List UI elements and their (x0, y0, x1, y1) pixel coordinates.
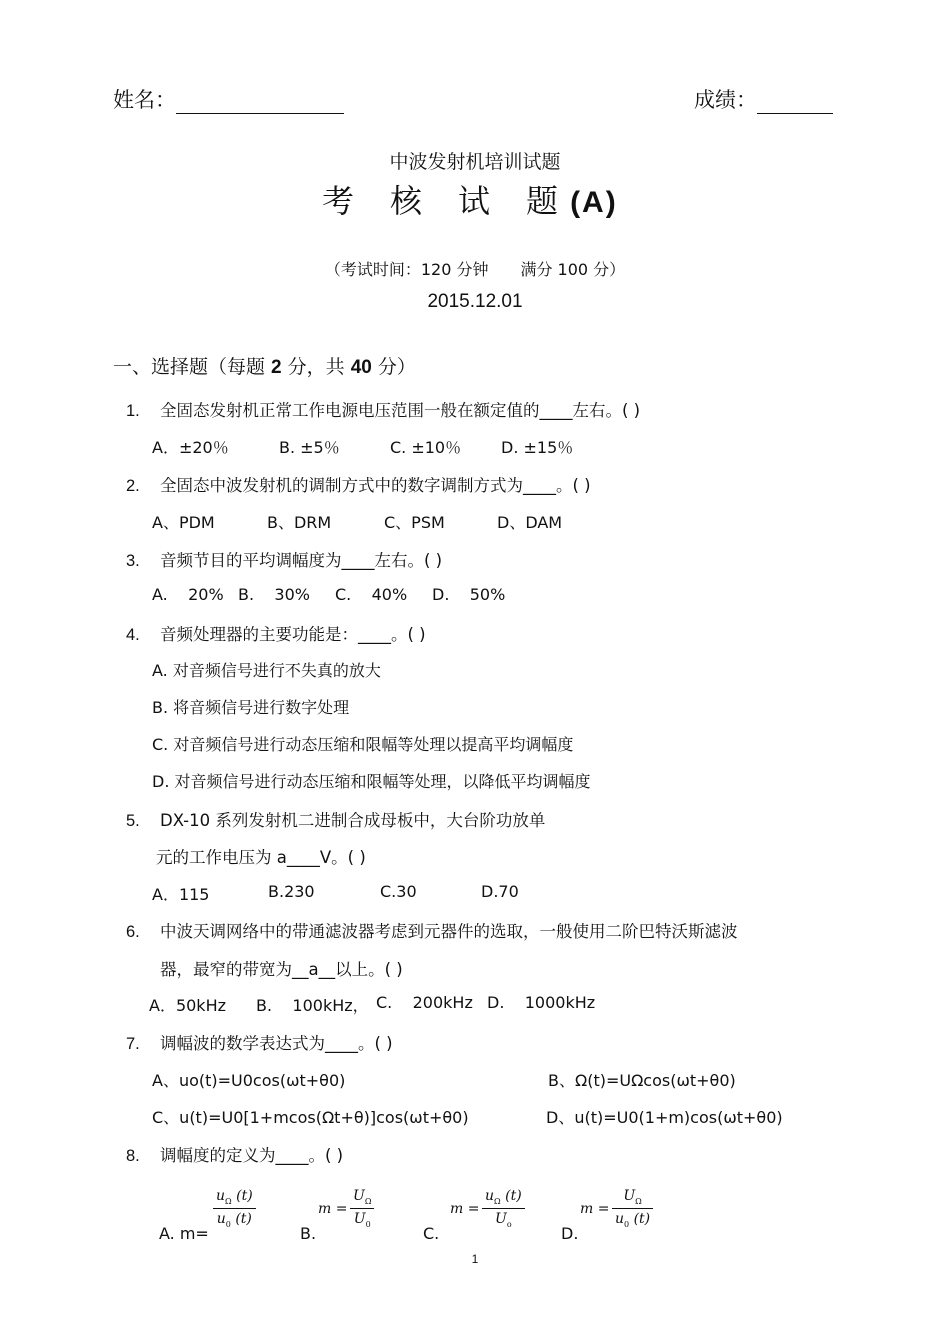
score-label: 成绩： (694, 88, 757, 112)
answer-option[interactable]: B. 将音频信号进行数字处理 (152, 698, 350, 717)
answer-option[interactable]: A、PDM (152, 513, 215, 532)
answer-option[interactable]: A．50kHz (149, 996, 227, 1015)
question-stem (126, 1142, 343, 1166)
answer-option[interactable]: D. 50% (432, 585, 506, 604)
answer-option[interactable]: C. 对音频信号进行动态压缩和限幅等处理以提高平均调幅度 (152, 735, 574, 754)
question-text: 中波天调网络中的带通滤波器考虑到元器件的选取，一般使用二阶巴特沃斯滤波 (160, 922, 738, 941)
answer-option[interactable]: B. 100kHz， (256, 996, 369, 1015)
question-text: 音频处理器的主要功能是：____。( ) (160, 625, 426, 644)
formula-m-equals: m = (450, 1201, 480, 1217)
answer-option[interactable]: B. (300, 1224, 317, 1243)
answer-option[interactable]: B、DRM (267, 513, 332, 532)
section-points-each: 2 (271, 357, 282, 378)
score-blank-line (757, 91, 833, 114)
question-text-continued: 元的工作电压为 a____V。( ) (156, 848, 366, 867)
section-total: 40 (350, 357, 372, 378)
answer-option[interactable]: D. 对音频信号进行动态压缩和限幅等处理，以降低平均调幅度 (152, 772, 591, 791)
section-suffix: 分） (371, 356, 416, 378)
title-char: 题 (526, 182, 561, 220)
formula-option-a: $u_\Omega$ (t) $u_0$ (t) (213, 1188, 256, 1229)
answer-option[interactable]: C、u(t)=U0[1+mcos(Ωt+θ)]cos(ωt+θ0) (152, 1108, 469, 1127)
question-number: 5. (126, 812, 140, 830)
question-stem (126, 472, 591, 496)
question-text: 调幅度的定义为____。( ) (160, 1146, 344, 1165)
answer-option[interactable]: A．±20％ (152, 438, 229, 457)
formula-option-d: $U_\Omega$ $u_0$ (t) (612, 1188, 653, 1229)
answer-option[interactable]: A、uo(t)=U0cos(ωt+θ0) (152, 1071, 346, 1090)
answer-option[interactable]: B、Ω(t)=UΩcos(ωt+θ0) (548, 1071, 736, 1090)
question-number: 4. (126, 626, 140, 644)
question-number: 1. (126, 402, 140, 420)
question-number: 6. (126, 923, 140, 941)
answer-option[interactable]: D.70 (481, 882, 519, 901)
question-text: DX-10 系列发射机二进制合成母板中，大台阶功放单 (160, 811, 546, 830)
answer-option[interactable]: C. (423, 1224, 440, 1243)
answer-option[interactable]: D. (561, 1224, 579, 1243)
section-mid: 分，共 (281, 356, 351, 378)
score-field-row (694, 84, 833, 114)
question-text-continued: 器，最窄的带宽为__a__以上。( ) (160, 960, 403, 979)
question-stem (126, 397, 640, 421)
question-number: 2. (126, 477, 140, 495)
answer-option[interactable]: C. ±10％ (390, 438, 462, 457)
section-prefix: 一、选择题（每题 (113, 356, 272, 378)
question-stem (126, 918, 738, 942)
formula-m-equals: m = (580, 1201, 610, 1217)
name-field-row (113, 84, 344, 114)
answer-option[interactable]: C. 40% (335, 585, 408, 604)
question-stem (126, 807, 545, 831)
title-version: (A) (570, 186, 618, 219)
answer-option[interactable]: D、u(t)=U0(1+m)cos(ωt+θ0) (546, 1108, 783, 1127)
exam-main-title (322, 176, 618, 222)
name-label: 姓名： (113, 88, 176, 112)
formula-m-equals: m = (318, 1201, 348, 1217)
page-number: 1 (471, 1252, 479, 1266)
title-char: 考 (322, 182, 357, 220)
answer-option[interactable]: A. m= (159, 1224, 209, 1243)
formula-option-b: $U_\Omega$ $U_0$ (350, 1188, 374, 1229)
answer-option[interactable]: C.30 (380, 882, 417, 901)
formula-option-c: $u_\Omega$ (t) $U_o$ (482, 1188, 525, 1229)
question-text: 全固态发射机正常工作电源电压范围一般在额定值的____左右。( ) (160, 401, 641, 420)
question-text: 全固态中波发射机的调制方式中的数字调制方式为____。( ) (160, 476, 591, 495)
question-number: 7. (126, 1035, 140, 1053)
title-char: 核 (390, 182, 425, 220)
answer-option[interactable]: D、DAM (497, 513, 563, 532)
question-text: 调幅波的数学表达式为____。( ) (160, 1034, 393, 1053)
answer-option[interactable]: C、PSM (384, 513, 445, 532)
question-number: 3. (126, 552, 140, 570)
question-stem (126, 621, 426, 645)
question-stem (126, 547, 442, 571)
question-stem (126, 1030, 393, 1054)
answer-option[interactable]: A. 20% (152, 585, 224, 604)
question-number: 8. (126, 1147, 140, 1165)
title-char: 试 (458, 182, 493, 220)
answer-option[interactable]: A．115 (152, 885, 210, 904)
answer-option[interactable]: B. ±5％ (279, 438, 340, 457)
answer-option[interactable]: A. 对音频信号进行不失真的放大 (152, 661, 381, 680)
answer-option[interactable]: B.230 (268, 882, 315, 901)
question-text: 音频节目的平均调幅度为____左右。( ) (160, 551, 443, 570)
answer-option[interactable]: B. 30% (238, 585, 310, 604)
name-blank-line (176, 91, 344, 114)
answer-option[interactable]: D. ±15％ (501, 438, 574, 457)
answer-option[interactable]: C. 200kHz (376, 993, 473, 1012)
exam-date: 2015.12.01 (427, 291, 523, 312)
answer-option[interactable]: D. 1000kHz (487, 993, 596, 1012)
section-heading (113, 352, 416, 379)
exam-subtitle: 中波发射机培训试题 (389, 151, 561, 173)
exam-info: （考试时间：120 分钟 满分 100 分） (324, 260, 626, 279)
